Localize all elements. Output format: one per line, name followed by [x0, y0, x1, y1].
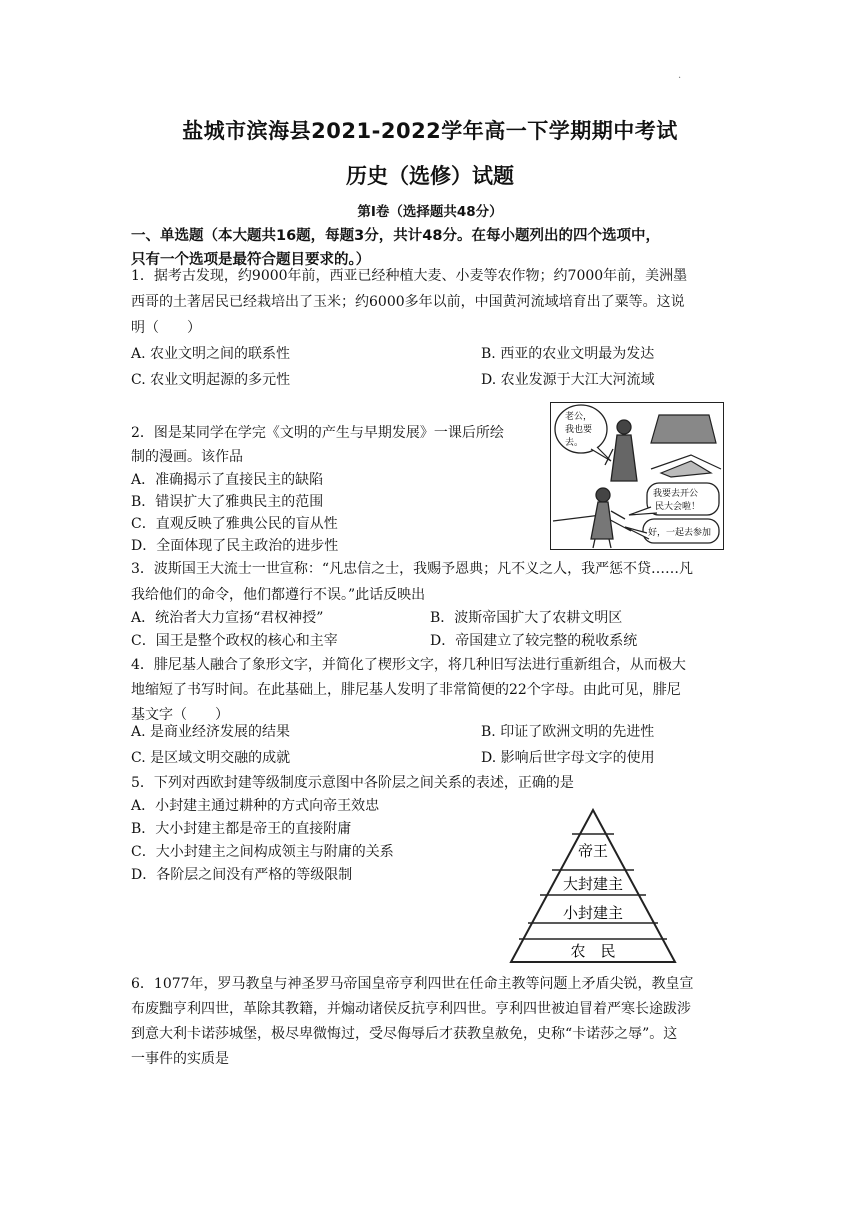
exam-title: 盐城市滨海县2021-2022学年高一下学期期中考试 [182, 119, 678, 143]
woman-figure [605, 420, 637, 481]
exam-subtitle: 历史（选修）试题 [346, 164, 514, 188]
question-4-option-c: C. 是区域文明交融的成就 [131, 750, 291, 766]
question-1-line: 西哥的土著居民已经栽培出了玉米；约6000多年以前，中国黄河流域培育出了粟等。这说 [131, 294, 685, 310]
comic-drawing [551, 403, 723, 549]
question-4-option-a: A. 是商业经济发展的结果 [131, 724, 291, 740]
bubble-1-text-line: 我也要 [565, 425, 593, 435]
question-5-line: 5．下列对西欧封建等级制度示意图中各阶层之间关系的表述，正确的是 [131, 775, 574, 791]
question-1-option-b: B. 西亚的农业文明最为发达 [481, 346, 655, 362]
question-3-option-d: D．帝国建立了较完整的税收系统 [430, 633, 638, 649]
instructions-line: 只有一个选项是最符合题目要求的。） [131, 252, 371, 268]
question-2-option-d: D．全面体现了民主政治的进步性 [131, 538, 339, 554]
comic-illustration [550, 402, 724, 550]
bubble-1-text-line: 去。 [565, 438, 584, 448]
question-2-option-a: A．准确揭示了直接民主的缺陷 [131, 472, 324, 488]
question-5-option-c: C．大小封建主之间构成领主与附庸的关系 [131, 844, 394, 860]
pyramid-drawing [508, 808, 678, 964]
instructions-line: 一、单选题（本大题共16题，每题3分，共计48分。在每小题列出的四个选项中， [131, 228, 660, 244]
question-5-option-b: B．大小封建主都是帝王的直接附庸 [131, 821, 352, 837]
question-1-line: 明（ ） [131, 320, 201, 336]
question-1-option-a: A. 农业文明之间的联系性 [131, 346, 291, 362]
question-6-line: 一事件的实质是 [131, 1051, 229, 1067]
page-dot: . [678, 70, 682, 81]
bubble-2-text-line: 民大会啦！ [655, 502, 701, 512]
question-3-option-c: C．国王是整个政权的核心和主宰 [131, 633, 338, 649]
question-5-option-a: A．小封建主通过耕种的方式向帝王效忠 [131, 798, 380, 814]
pyramid-level-emperor: 帝王 [577, 842, 609, 860]
question-5-option-d: D．各阶层之间没有严格的等级限制 [131, 867, 353, 883]
pyramid-level-peasants: 农 民 [570, 942, 616, 960]
question-6-line: 布废黜亨利四世，革除其教籍，并煽动诸侯反抗亨利四世。亨利四世被迫冒着严寒长途跋涉 [131, 1001, 691, 1017]
question-4-line: 4．腓尼基人融合了象形文字，并简化了楔形文字，将几种旧写法进行重新组合，从而极大 [131, 657, 686, 673]
bubble-2-text-line: 我要去开公 [653, 489, 699, 499]
bubble-1-text-line: 老公， [565, 412, 593, 422]
man-figure [591, 488, 625, 548]
section-heading: 第Ⅰ卷（选择题共48分） [357, 204, 503, 220]
pyramid-level-lesser-lords: 小封建主 [562, 904, 624, 922]
question-4-option-b: B. 印证了欧洲文明的先进性 [481, 724, 655, 740]
question-1-line: 1．据考古发现，约9000年前，西亚已经种植大麦、小麦等农作物；约7000年前，美洲墨 [131, 268, 688, 284]
question-3-option-a: A．统治者大力宣扬“君权神授” [131, 610, 324, 626]
question-4-line: 基文字（ ） [131, 707, 229, 723]
feudal-hierarchy-pyramid [508, 808, 678, 964]
question-2-line: 制的漫画。该作品 [131, 449, 243, 465]
question-6-line: 到意大利卡诺莎城堡，极尽卑微悔过，受尽侮辱后才获教皇赦免，史称“卡诺莎之辱”。这 [131, 1026, 678, 1042]
question-2-line: 2．图是某同学在学完《文明的产生与早期发展》一课后所绘 [131, 425, 504, 441]
question-3-line: 我给他们的命令，他们都遵行不误。”此话反映出 [131, 587, 426, 603]
question-2-option-c: C．直观反映了雅典公民的盲从性 [131, 516, 338, 532]
question-2-option-b: B．错误扩大了雅典民主的范围 [131, 494, 324, 510]
question-6-line: 6．1077年，罗马教皇与神圣罗马帝国皇帝亨利四世在任命主教等问题上矛盾尖锐，教皇宣 [131, 976, 694, 992]
question-1-option-c: C. 农业文明起源的多元性 [131, 372, 291, 388]
question-4-line: 地缩短了书写时间。在此基础上，腓尼基人发明了非常简便的22个字母。由此可见，腓尼 [131, 682, 681, 698]
bubble-3-text: 好，一起去参加 [648, 528, 712, 538]
question-4-option-d: D. 影响后世字母文字的使用 [481, 750, 655, 766]
question-3-line: 3．波斯国王大流士一世宣称：“凡忠信之士，我赐予恩典；凡不义之人，我严惩不贷……凡 [131, 561, 694, 577]
question-3-option-b: B．波斯帝国扩大了农耕文明区 [430, 610, 623, 626]
question-1-option-d: D. 农业发源于大江大河流域 [481, 372, 655, 388]
pyramid-level-great-lords: 大封建主 [562, 875, 624, 893]
